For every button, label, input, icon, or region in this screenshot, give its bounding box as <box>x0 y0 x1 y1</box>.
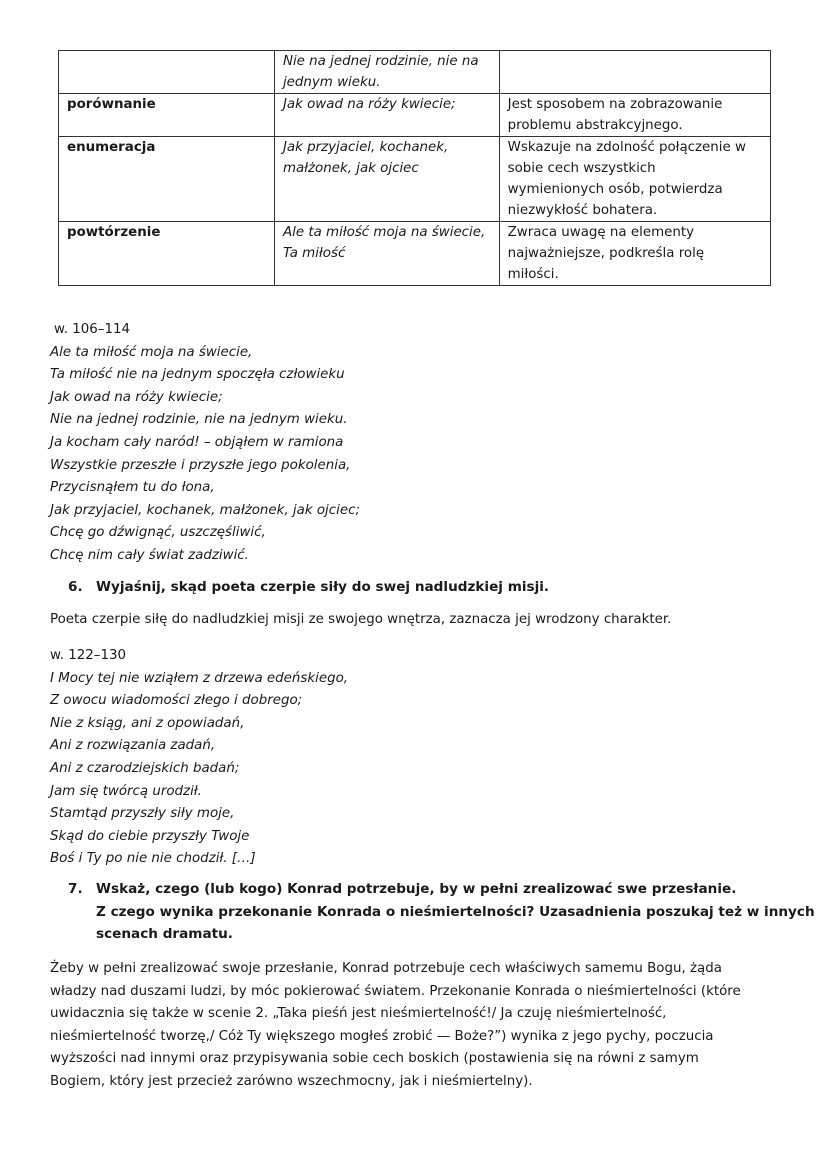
example-line: małżonek, jak ojciec <box>282 161 419 176</box>
example-line: jednym wieku. <box>282 75 381 90</box>
verse-line: I Mocy tej nie wziąłem z drzewa edeńskiego, <box>50 670 349 686</box>
table-row <box>59 222 771 286</box>
question-text: Z czego wynika przekonanie Konrada o nieśmiertelności? Uzasadnienia poszukaj też w innych <box>96 903 815 920</box>
question-6 <box>68 576 549 599</box>
function-cell <box>499 137 770 222</box>
function-line: miłości. <box>507 267 559 282</box>
verse-line: Ta miłość nie na jednym spoczęła człowieku <box>50 367 345 383</box>
example-cell <box>274 51 499 94</box>
function-cell <box>499 94 770 137</box>
example-line: Ta miłość <box>282 246 346 261</box>
example-cell <box>274 94 499 137</box>
device-cell: powtórzenie <box>59 222 275 286</box>
function-line: problemu abstrakcyjnego. <box>507 118 683 133</box>
table-row <box>59 51 771 94</box>
table-row <box>59 94 771 137</box>
function-cell <box>499 222 770 286</box>
function-line: sobie cech wszystkich <box>507 161 656 176</box>
verse-quote-122-130 <box>50 645 348 871</box>
verse-line: Jak owad na róży kwiecie; <box>50 389 223 405</box>
example-line: Ale ta miłość moja na świecie, <box>282 225 486 240</box>
function-line: wymienionych osób, potwierdza <box>507 182 723 197</box>
verse-line: Skąd do ciebie przyszły Twoje <box>50 828 250 844</box>
stylistic-devices-table <box>58 50 771 286</box>
verse-line: Chcę nim cały świat zadziwić. <box>50 547 249 563</box>
answer-line: władzy nad duszami ludzi, by móc pokierować światem. Przekonanie Konrada o nieśmiertelności (które <box>50 983 741 999</box>
example-line: Jak przyjaciel, kochanek, <box>282 140 449 155</box>
verse-line: Nie z ksiąg, ani z opowiadań, <box>50 715 245 731</box>
example-cell <box>274 222 499 286</box>
verse-line: Jam się twórcą urodził. <box>50 783 202 799</box>
device-cell: porównanie <box>59 94 275 137</box>
function-line: najważniejsze, podkreśla rolę <box>507 246 705 261</box>
verse-line: Stamtąd przyszły siły moje, <box>50 806 235 822</box>
function-line: Zwraca uwagę na elementy <box>507 225 695 240</box>
example-cell <box>274 137 499 222</box>
verse-quote-106-114 <box>50 319 360 568</box>
example-line: Jak owad na róży kwiecie; <box>282 97 456 112</box>
verse-line: Chcę go dźwignąć, uszczęśliwić, <box>50 525 266 541</box>
verse-lines <box>50 342 360 568</box>
function-line: Wskazuje na zdolność połączenie w <box>507 140 746 155</box>
device-cell: enumeracja <box>59 137 275 222</box>
question-number: 7. <box>68 881 83 897</box>
answer-line: nieśmiertelność tworzę,/ Cóż Ty większego mogłeś zrobić — Boże?”) wynika z jego pychy, poczucia <box>50 1028 714 1044</box>
verse-line: Ani z rozwiązania zadań, <box>50 738 216 754</box>
verse-line: Przycisnąłem tu do łona, <box>50 480 215 496</box>
verse-line: Ani z czarodziejskich badań; <box>50 760 240 776</box>
verse-line: Z owocu wiadomości złego i dobrego; <box>50 693 303 709</box>
answer-line: wyższości nad innymi oraz przypisywania sobie cech boskich (postawienia się na równi z samym <box>50 1051 699 1066</box>
device-cell <box>59 51 275 94</box>
verse-line: Ale ta miłość moja na świecie, <box>50 344 253 360</box>
question-text: scenach dramatu. <box>96 926 233 942</box>
verse-line: Wszystkie przeszłe i przyszłe jego pokolenia, <box>50 457 351 473</box>
function-line: Jest sposobem na zobrazowanie <box>507 97 723 112</box>
answer-line: Poeta czerpie siłę do nadludzkiej misji ze swojego wnętrza, zaznacza jej wrodzony charakter. <box>50 612 672 627</box>
verse-line: Ja kocham cały naród! – objąłem w ramiona <box>50 434 344 450</box>
question-7 <box>68 878 815 946</box>
verse-reference: w. 122–130 <box>50 648 127 663</box>
question-number: 6. <box>68 579 83 595</box>
verse-reference: w. 106–114 <box>54 322 131 337</box>
answer-line: Żeby w pełni zrealizować swoje przesłanie, Konrad potrzebuje cech właściwych samemu Bogu, żąda <box>50 961 722 976</box>
function-cell <box>499 51 770 94</box>
answer-6 <box>50 609 770 632</box>
function-line: niezwykłość bohatera. <box>507 203 658 218</box>
question-text: Wskaż, czego (lub kogo) Konrad potrzebuje, by w pełni zrealizować swe przesłanie. <box>96 881 737 897</box>
verse-line: Boś i Ty po nie nie chodził. […] <box>50 851 256 867</box>
answer-line: Bogiem, który jest przecież zarówno wszechmocny, jak i nieśmiertelny). <box>50 1073 533 1089</box>
table-row <box>59 137 771 222</box>
answer-line: uwidacznia się także w scenie 2. „Taka pieśń jest nieśmiertelność!/ Ja czuję nieśmiertelność, <box>50 1006 667 1021</box>
verse-line: Jak przyjaciel, kochanek, małżonek, jak ojciec; <box>50 502 360 518</box>
verse-lines <box>50 668 348 871</box>
question-text: Wyjaśnij, skąd poeta czerpie siły do swej nadludzkiej misji. <box>96 579 550 595</box>
example-line: Nie na jednej rodzinie, nie na <box>282 54 479 69</box>
answer-7 <box>50 958 770 1093</box>
verse-line: Nie na jednej rodzinie, nie na jednym wieku. <box>50 412 348 428</box>
